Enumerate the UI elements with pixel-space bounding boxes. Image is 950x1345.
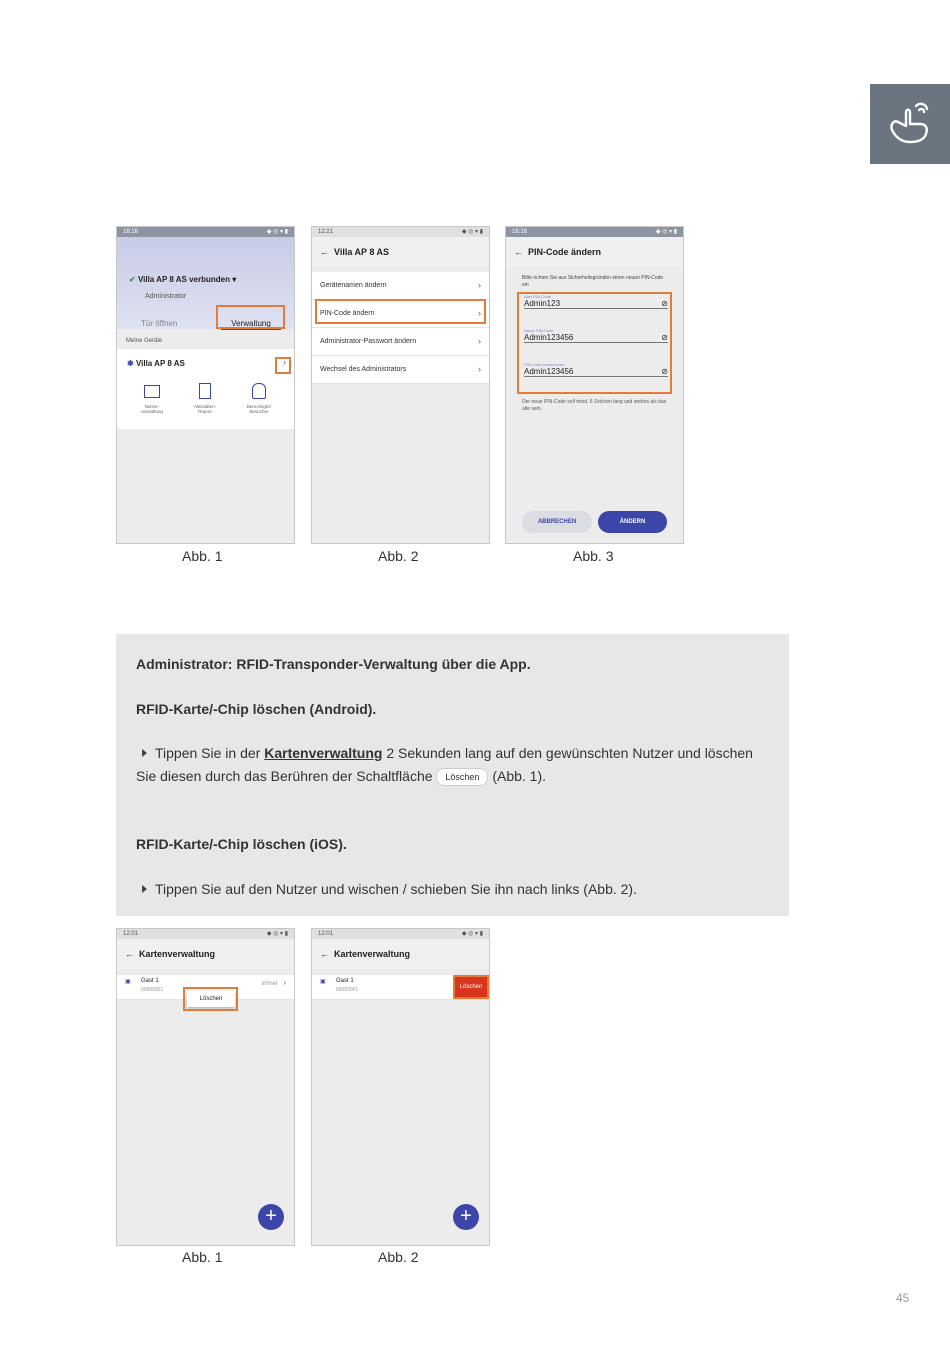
- action-label: Berechtigter Besucher: [246, 404, 272, 414]
- swipe-delete-button[interactable]: Löschen: [453, 975, 489, 999]
- bullet-triangle-icon: [142, 749, 147, 757]
- guest-name: Gast 1: [141, 978, 159, 984]
- menu-item[interactable]: [312, 328, 489, 356]
- status-time: 16:16: [512, 229, 528, 235]
- screenshot-card-management-android: [116, 928, 295, 1246]
- status-time: 12:01: [318, 931, 334, 937]
- menu-item-label: Wechsel des Administrators: [320, 366, 407, 373]
- check-icon: ✔: [129, 275, 136, 284]
- eye-off-icon[interactable]: ⊘: [661, 367, 668, 376]
- highlight-frame: [275, 357, 291, 374]
- figure-caption: Abb. 3: [573, 548, 614, 564]
- android-instruction: [136, 742, 766, 788]
- text-segment: Tippen Sie in der: [155, 745, 265, 761]
- screenshot-app-home: [116, 226, 295, 544]
- delete-popup-button[interactable]: Löschen: [187, 991, 235, 1007]
- menu-item[interactable]: [312, 356, 489, 384]
- id-card-icon: [144, 385, 160, 398]
- app-bar-title: PIN-Code ändern: [528, 247, 602, 257]
- menu-item[interactable]: [312, 272, 489, 300]
- back-arrow-icon[interactable]: ←: [125, 949, 134, 959]
- back-arrow-icon[interactable]: ←: [514, 247, 523, 257]
- connection-status: ✔ Villa AP 8 AS verbunden ▾: [129, 275, 237, 284]
- plus-icon: +: [265, 1205, 277, 1227]
- action-activity-report[interactable]: [190, 383, 220, 414]
- card-icon: ▣: [125, 979, 131, 985]
- app-bar: [312, 237, 489, 267]
- bullet-triangle-icon: [142, 885, 147, 893]
- status-time: 12:21: [318, 229, 334, 235]
- field-label: Alter PIN-Code: [524, 294, 551, 299]
- menu-item-label: Administrator-Passwort ändern: [320, 338, 417, 345]
- figure-caption: Abb. 1: [182, 548, 223, 564]
- role-label: Administrator: [145, 293, 187, 300]
- bluetooth-icon: ✱: [127, 359, 134, 368]
- change-button[interactable]: ÄNDERN: [598, 511, 667, 533]
- eye-off-icon[interactable]: ⊘: [661, 333, 668, 342]
- hint-text: Der neue PIN-Code soll mind. 6 Zeichen lang und anders als das alte sein.: [522, 399, 667, 412]
- chevron-right-icon: ›: [478, 336, 481, 346]
- status-time: 16:16: [123, 229, 139, 235]
- chevron-right-icon: ›: [478, 280, 481, 290]
- app-bar-title: Villa AP 8 AS: [334, 247, 390, 257]
- validity-status: immer: [261, 981, 278, 987]
- instruction-panel: [116, 634, 789, 916]
- intro-text: Bitte richten Sie aus Sicherheitsgründen einen neuen PIN-Code ein: [522, 275, 664, 288]
- status-bar: 16:16 ◆ ◎ ▾ ▮: [506, 227, 683, 237]
- app-bar-title: Kartenverwaltung: [334, 949, 411, 959]
- eye-off-icon[interactable]: ⊘: [661, 299, 668, 308]
- touch-hand-icon: [886, 100, 936, 146]
- app-bar: [117, 939, 294, 969]
- figure-caption: Abb. 1: [182, 1249, 223, 1265]
- screenshot-card-management-ios: [311, 928, 490, 1246]
- cancel-button[interactable]: ABBRECHEN: [522, 511, 592, 533]
- back-arrow-icon[interactable]: ←: [320, 247, 329, 257]
- figure-caption: Abb. 2: [378, 548, 419, 564]
- ios-instruction: [136, 878, 766, 901]
- chevron-right-icon: ›: [283, 978, 286, 987]
- status-bar: 16:16 ◆ ◎ ▾ ▮: [117, 227, 294, 237]
- plus-icon: +: [460, 1205, 472, 1227]
- card-id: 00000001: [141, 987, 164, 993]
- highlight-frame: [216, 305, 285, 329]
- status-bar: 12:01 ◆ ◎ ▾ ▮: [312, 929, 489, 939]
- field-value: Admin123: [524, 299, 561, 308]
- text-segment: Tippen Sie auf den Nutzer und wischen / schieben Sie ihn nach links (Abb. 2).: [155, 881, 637, 897]
- highlight-frame: [453, 975, 489, 999]
- action-authorized-visitor[interactable]: [243, 383, 275, 414]
- section-label: Meine Geräte: [126, 338, 163, 344]
- chevron-right-icon: ›: [478, 364, 481, 374]
- field-label: Neuer PIN-Code: [524, 328, 554, 333]
- chevron-right-icon: ›: [478, 308, 481, 318]
- add-card-button[interactable]: [453, 1204, 479, 1230]
- screenshot-device-menu: [311, 226, 490, 544]
- app-bar: [312, 939, 489, 969]
- ios-heading: RFID-Karte/-Chip löschen (iOS).: [136, 836, 347, 852]
- app-bar: [506, 237, 683, 267]
- device-name: Villa AP 8 AS: [135, 359, 185, 368]
- tab-door-open[interactable]: Tür öffnen: [141, 319, 178, 328]
- card-management-term: Kartenverwaltung: [264, 745, 383, 761]
- status-bar: 12:01 ◆ ◎ ▾ ▮: [117, 929, 294, 939]
- chapter-tab: [870, 84, 950, 164]
- tab-administration[interactable]: Verwaltung: [221, 319, 281, 330]
- page-number: 45: [896, 1291, 910, 1305]
- action-label: Aktivitäten- Report: [193, 404, 217, 414]
- app-bar-title: Kartenverwaltung: [139, 949, 216, 959]
- panel-heading: Administrator: RFID-Transponder-Verwaltung über die App.: [136, 656, 531, 672]
- menu-item-label: PIN-Code ändern: [320, 310, 375, 317]
- card-icon: ▣: [320, 979, 326, 985]
- figure-caption: Abb. 2: [378, 1249, 419, 1265]
- text-segment: 2 Sekunden lang auf den gewünschten Nutzer und löschen Sie diesen durch das Berühren der Schaltfläche: [136, 745, 753, 784]
- highlight-frame: [315, 299, 486, 324]
- status-bar: 12:21 ◆ ◎ ▾ ▮: [312, 227, 489, 237]
- highlight-frame: [183, 987, 238, 1011]
- back-arrow-icon[interactable]: ←: [320, 949, 329, 959]
- android-heading: RFID-Karte/-Chip löschen (Android).: [136, 701, 377, 717]
- guest-name: Gast 1: [336, 978, 354, 984]
- device-row[interactable]: [127, 359, 185, 368]
- field-value: Admin123456: [524, 367, 574, 376]
- text-segment: (Abb. 1).: [488, 768, 547, 784]
- action-label: Nutzer- verwaltung: [141, 404, 163, 414]
- visitor-icon: [252, 383, 266, 399]
- screenshot-pin-change: [505, 226, 684, 544]
- connected-label: Villa AP 8 AS verbunden: [137, 275, 230, 284]
- status-time: 12:01: [123, 931, 139, 937]
- report-icon: [199, 383, 211, 399]
- chevron-right-icon[interactable]: ›: [283, 357, 286, 367]
- field-label: PIN-Code wiederholen: [524, 362, 565, 367]
- card-id: 00000001: [336, 987, 359, 993]
- action-user-management[interactable]: [137, 385, 167, 414]
- field-value: Admin123456: [524, 333, 574, 342]
- highlight-frame: [517, 292, 672, 394]
- delete-button-sample: Löschen: [436, 768, 488, 786]
- add-card-button[interactable]: [258, 1204, 284, 1230]
- menu-item-label: Gerätenamen ändern: [320, 282, 387, 289]
